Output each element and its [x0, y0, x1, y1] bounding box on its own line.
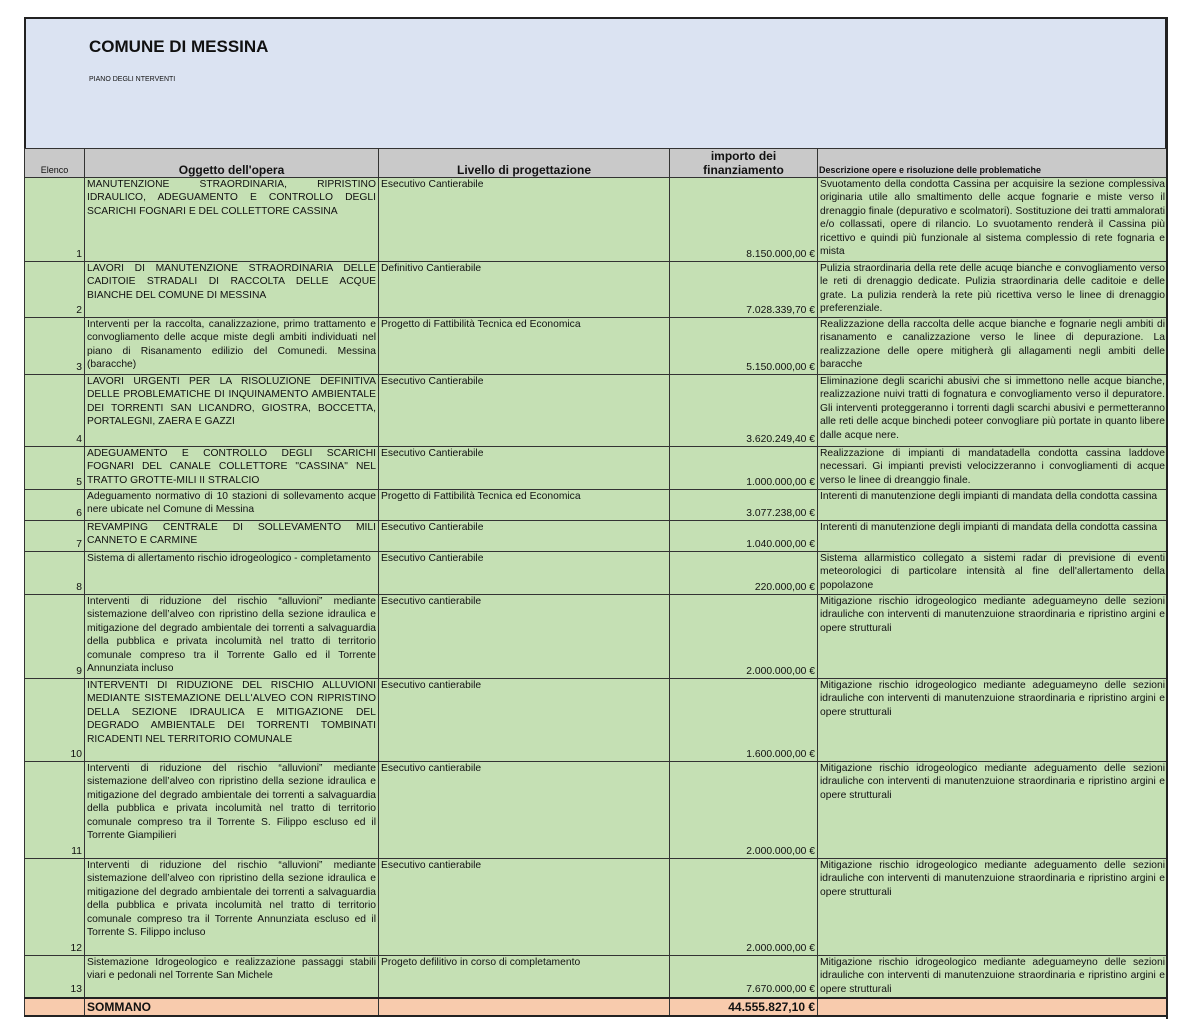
row-oggetto: Interventi di riduzione del rischio “alluvioni” mediante sistemazione dell’alveo con ripristino della sezione idraulica e mitigazione del degrado ambientale dei torrenti a salvaguardia della pubblica e privata incolumità nel tratto di territorio comunale compreso tra il Torrente S. Filippo escluso ed il Torrente Giampilieri	[85, 762, 379, 859]
row-livello: Esecutivo Cantierabile	[379, 521, 670, 552]
row-livello: Esecutivo Cantierabile	[379, 375, 670, 447]
row-number: 2	[25, 262, 85, 318]
row-number: 4	[25, 375, 85, 447]
row-descrizione: Pulizia straordinaria della rete delle acuqe bianche e convogliamento verso le reti di drenaggio dedicate. Pulizia straordinaria delle caditoie e delle grate. La pulizia renderà la rete più ricettiva verso le linee di drenaggio preferenziale.	[818, 262, 1168, 318]
row-oggetto: Sistemazione Idrogeologico e realizzazione passaggi stabili viari e pedonali nel Torrente San Michele	[85, 956, 379, 998]
row-importo: 1.040.000,00 €	[670, 521, 818, 552]
row-importo: 2.000.000,00 €	[670, 595, 818, 679]
row-livello: Esecutivo Cantierabile	[379, 447, 670, 490]
row-oggetto: ADEGUAMENTO E CONTROLLO DEGLI SCARICHI FOGNARI DEL CANALE COLLETTORE "CASSINA" NEL TRATTO GROTTE-MILI II STRALCIO	[85, 447, 379, 490]
table-row	[25, 679, 1168, 762]
row-importo: 5.150.000,00 €	[670, 318, 818, 375]
row-importo: 1.600.000,00 €	[670, 679, 818, 762]
row-importo: 3.620.249,40 €	[670, 375, 818, 447]
row-number: 7	[25, 521, 85, 552]
row-number: 11	[25, 762, 85, 859]
row-oggetto: LAVORI URGENTI PER LA RISOLUZIONE DEFINITIVA DELLE PROBLEMATICHE DI INQUINAMENTO AMBIENTALE DEI TORRENTI SAN LICANDRO, GIOSTRA, BOCCETTA, PORTALEGNI, ZAERA E GAZZI	[85, 375, 379, 447]
total-blank-cell	[25, 998, 85, 1016]
row-descrizione: Eliminazione degli scarichi abusivi che si immettono nelle acque bianche, realizzazione nuivi tratti di fognatura e convogliamento verso il depuratore. Gli interventi proteggeranno i torrenti dagli scarchi abusivi e permetteranno alle reti delle acque binchedi poteer convogliare più portate in quanto libere dalle acque nere.	[818, 375, 1168, 447]
table-row	[25, 375, 1168, 447]
row-descrizione: Sistema allarmistico collegato a sistemi radar di previsione di eventi meteorologici di particolare intensità al fine dell'allertamento della popolazone	[818, 552, 1168, 595]
row-number: 10	[25, 679, 85, 762]
row-number: 13	[25, 956, 85, 998]
table-row	[25, 318, 1168, 375]
row-number: 3	[25, 318, 85, 375]
row-importo: 3.077.238,00 €	[670, 490, 818, 521]
row-number: 8	[25, 552, 85, 595]
row-descrizione: Mitigazione rischio idrogeologico mediante adeguameyno delle sezioni idrauliche con interventi di manutenzuione straordinaria e ripristino argini e opere strutturali	[818, 679, 1168, 762]
table-row	[25, 521, 1168, 552]
row-descrizione: Mitigazione rischio idrogeologico mediante adeguameyno delle sezioni idrauliche con interventi di manutenzuione straordinaria e ripristino argini e opere strutturali	[818, 956, 1168, 998]
total-blank-cell	[818, 998, 1168, 1016]
row-importo: 2.000.000,00 €	[670, 859, 818, 956]
row-livello: Esecutivo Cantierabile	[379, 178, 670, 262]
row-oggetto: Adeguamento normativo di 10 stazioni di sollevamento acque nere ubicate nel Comune di Messina	[85, 490, 379, 521]
total-label: SOMMANO	[85, 998, 379, 1016]
row-number: 1	[25, 178, 85, 262]
table-row	[25, 956, 1168, 998]
row-oggetto: REVAMPING CENTRALE DI SOLLEVAMENTO MILI CANNETO E CARMINE	[85, 521, 379, 552]
row-livello: Esecutivo cantierabile	[379, 762, 670, 859]
row-descrizione: Interenti di manutenzione degli impianti di mandata della condotta cassina	[818, 490, 1168, 521]
row-livello: Esecutivo cantierabile	[379, 859, 670, 956]
total-row	[25, 998, 1168, 1016]
total-blank-cell	[379, 998, 670, 1016]
row-oggetto: Interventi di riduzione del rischio “alluvioni” mediante sistemazione dell’alveo con ripristino della sezione idraulica e mitigazione del degrado ambientale dei torrenti a salvaguardia della pubblica e privata incolumità nel tratto di territorio comunale compreso tra il Torrente Gallo ed il Torrente Annunziata incluso	[85, 595, 379, 679]
table-row	[25, 262, 1168, 318]
row-importo: 2.000.000,00 €	[670, 762, 818, 859]
row-livello: Progetto di Fattibilità Tecnica ed Economica	[379, 490, 670, 521]
row-descrizione: Mitigazione rischio idrogeologico mediante adeguamento delle sezioni idrauliche con interventi di manutenzuione straordinaria e ripristino argini e opere strutturali	[818, 859, 1168, 956]
table-row	[25, 859, 1168, 956]
row-importo: 7.670.000,00 €	[670, 956, 818, 998]
row-descrizione: Realizzazione della raccolta delle acque bianche e fognarie negli ambiti di risanamento e canalizzazione verso le linee di depurazione. La realizzazione delle opere mitigherà gli allagamenti negli ambiti delle baracche	[818, 318, 1168, 375]
table-row	[25, 490, 1168, 521]
row-importo: 7.028.339,70 €	[670, 262, 818, 318]
page-subtitle: PIANO DEGLI NTERVENTI	[89, 76, 176, 83]
table-row	[25, 595, 1168, 679]
row-number: 9	[25, 595, 85, 679]
row-livello: Progeto defilitivo in corso di completamento	[379, 956, 670, 998]
interventions-table	[24, 148, 1168, 1017]
row-livello: Esecutivo cantierabile	[379, 679, 670, 762]
row-oggetto: INTERVENTI DI RIDUZIONE DEL RISCHIO ALLUVIONI MEDIANTE SISTEMAZIONE DELL'ALVEO CON RIPRISTINO DELLA SEZIONE IDRAULICA E MITIGAZIONE DEL DEGRADO AMBIENTALE DEI TORRENTI TOMBINATI RICADENTI NEL TERRITORIO COMUNALE	[85, 679, 379, 762]
column-header-elenco: Elenco	[25, 149, 85, 178]
table-row	[25, 762, 1168, 859]
column-header-oggetto: Oggetto dell'opera	[85, 149, 379, 178]
row-importo: 8.150.000,00 €	[670, 178, 818, 262]
row-livello: Progetto di Fattibilità Tecnica ed Economica	[379, 318, 670, 375]
column-header-descrizione: Descrizione opere e risoluzione delle problematiche	[818, 149, 1168, 178]
total-amount: 44.555.827,10 €	[670, 998, 818, 1016]
row-number: 5	[25, 447, 85, 490]
row-descrizione: Mitigazione rischio idrogeologico mediante adeguameyno delle sezioni idrauliche con interventi di manutenzuione straordinaria e ripristino argini e opere strutturali	[818, 595, 1168, 679]
table-row	[25, 552, 1168, 595]
row-livello: Esecutivo Cantierabile	[379, 552, 670, 595]
column-header-livello: Livello di progettazione	[379, 149, 670, 178]
row-number: 12	[25, 859, 85, 956]
row-descrizione: Svuotamento della condotta Cassina per acquisire la sezione complessiva originaria utile allo smaltimento delle acque fognarie e miste verso il drenaggio finale (depurativo e scolmatori). Sostituzione dei tratti ammalorati e/o collassati, opere di rilancio. Lo svuotamento renderà il Cassina più ricettivo e quindi più funzionale al sistema complessio di rete fognaria e mista	[818, 178, 1168, 262]
row-oggetto: Sistema di allertamento rischio idrogeologico - completamento	[85, 552, 379, 595]
row-descrizione: Mitigazione rischio idrogeologico mediante adeguamento delle sezioni idrauliche con interventi di manutenzuione straordinaria e ripristino argini e opere strutturali	[818, 762, 1168, 859]
row-oggetto: Interventi per la raccolta, canalizzazione, primo trattamento e convogliamento delle acque miste degli ambiti individuati nel piano di Risanamento edilizio del Comunedi. Messina (baracche)	[85, 318, 379, 375]
row-oggetto: LAVORI DI MANUTENZIONE STRAORDINARIA DELLE CADITOIE STRADALI DI RACCOLTA DELLE ACQUE BIANCHE DEL COMUNE DI MESSINA	[85, 262, 379, 318]
row-descrizione: Interenti di manutenzione degli impianti di mandata della condotta cassina	[818, 521, 1168, 552]
row-livello: Definitivo Cantierabile	[379, 262, 670, 318]
row-importo: 220.000,00 €	[670, 552, 818, 595]
table-row	[25, 447, 1168, 490]
row-importo: 1.000.000,00 €	[670, 447, 818, 490]
header-banner	[24, 17, 1167, 148]
spreadsheet	[24, 17, 1167, 1017]
sheet-right-border	[1166, 17, 1168, 1019]
table-row	[25, 178, 1168, 262]
row-oggetto: MANUTENZIONE STRAORDINARIA, RIPRISTINO IDRAULICO, ADEGUAMENTO E CONTROLLO DEGLI SCARICHI FOGNARI E DEL COLLETTORE CASSINA	[85, 178, 379, 262]
row-number: 6	[25, 490, 85, 521]
row-oggetto: Interventi di riduzione del rischio “alluvioni” mediante sistemazione dell’alveo con ripristino della sezione idraulica e mitigazione del degrado ambientale dei torrenti a salvaguardia della pubblica e privata incolumità nel tratto di territorio comunale compreso tra il Torrente Annunziata escluso ed il Torrente S. Filippo incluso	[85, 859, 379, 956]
row-livello: Esecutivo cantierabile	[379, 595, 670, 679]
row-descrizione: Realizzazione di impianti di mandatadella condotta cassina laddove necessari. Gi impianti previsti velocizzeranno i convogliamenti di acque verso le linee di dreanggio finale.	[818, 447, 1168, 490]
page-title: COMUNE DI MESSINA	[89, 37, 269, 56]
column-header-importo: importo dei finanziamento	[670, 149, 818, 178]
